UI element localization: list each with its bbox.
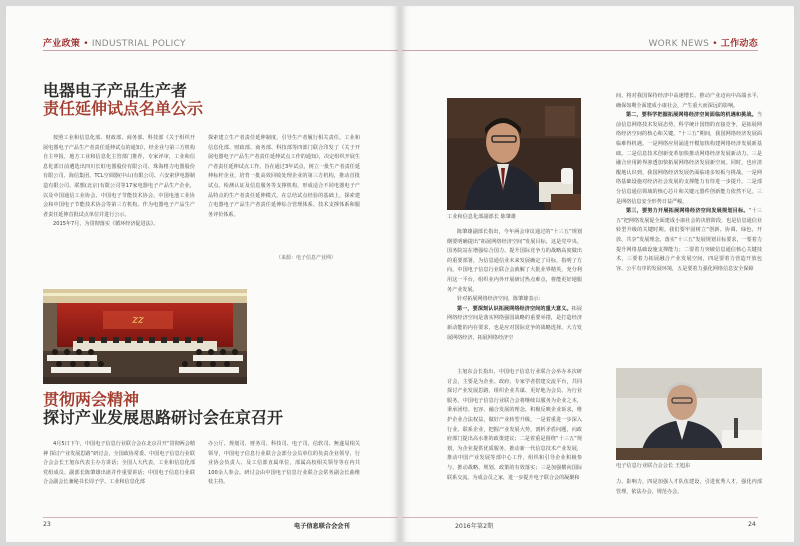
section-header-zh: 工作动态 [720, 39, 758, 49]
right-paragraph-heading: 第二，要科学把握拓展网络经济空间面临的机遇和挑战。 [626, 112, 757, 119]
article2-column2 [208, 440, 360, 488]
section-header-dot: • [712, 39, 718, 49]
article1-column2 [208, 134, 360, 220]
article2-title [43, 391, 283, 428]
article1-paragraph: 2015年7月，为贯彻落实《循环经济促进法》、 [53, 221, 159, 228]
right-paragraph [616, 111, 762, 207]
section-header-en: WORK NEWS [648, 39, 710, 49]
footer-rule [402, 517, 758, 518]
page-number-right: 24 [748, 521, 756, 528]
footer-rule [43, 517, 398, 518]
article1-paragraph: 探索建立生产者责任延伸制度，引导生产者履行相关责任，工业和信息化部、财政部、商务部、科技部等四部门联合印发了《关于开展电器电子产品生产者责任延伸试点工作的通知》，决定组织开展生产者责任延伸试点工作。旨在通过3年试点，树立一批生产者责任延伸标杆企业，培育一批高效回收处理企业的第三方机构，推动首批试点。检测认证及信息服务等支撑机构，形成适合不同电器电子产品特点的生产者责任延伸模式，在总结试点经验的基础上，探索建立电器电子产品生产者责任延伸综合管理体系、技术支撑体系和服务评价体系。 [208, 135, 360, 218]
left-page [6, 6, 398, 542]
article1-title-line2: 责任延伸试点名单公示 [43, 99, 204, 119]
article2-paragraph: 办公厅、规划司、财务司、科技司、电子司、信软司、無遂局相关领导，中国电子信息行业联合会部分会员单位的负责企业领导、行业协会负责人、及工信部直属单位，部属高校相关领导等在内共100余人参会。研讨会由中国电子信息行业联合会常务副会长曲维枝主持。 [208, 441, 360, 486]
right-page [402, 6, 794, 542]
photo-caption-chen: 工业和信息化部副部长 陈肇雄 [447, 214, 517, 220]
article1-column1 [43, 134, 195, 230]
article1-paragraph: 按照工业和信息化部、财政部、商务部、科技部《关于组织开展电器电子产品生产者责任延伸试点的通知》，经企业与第三方机构自主申报，地方工业和信息化主管部门推荐，专家评审，工业和信息化部日前遴选出四川长虹电器股份有限公司、珠海格力电器股份有限公司、海信集团、TCL空调器(中山)有限公司、六安索伊电器制造有限公司、联想(北京)有限公司等17家电器电子产品生产企业，以及中国通信工业协会、中国电子节能技术协会、中国电池工业协会和中国电子节能技术协会等第三方机构。作为电器电子产品生产者责任延伸首批试点单位并进行公示。 [43, 135, 195, 218]
portrait-photo-wang [616, 368, 762, 460]
section-header-zh: 产业政策 [43, 39, 81, 49]
section-header-industrial-policy [43, 36, 186, 49]
publication-name: 电子信息联合会会刊 [294, 523, 350, 530]
right-paragraph: 间，将对我国保持经济中高速增长、推动产业迈向中高端水平，确保如期全面建成小康社会，产生重大而深远的影响。 [616, 93, 762, 109]
right-paragraph: 主旭东会长指出，中国电子信息行业联合会举办本次研讨会，主要是为企业、政府、专家学者搭建交流平台，共同探讨产业发展思路，组织企业共谋、更好地为会员、为行业服务。中国电子信息行业联合会将继续以服务为企业之本，秉承团结、包容、融合发展的理念，积极反映企业诉求，维护企业合法权益，做好产业转型升级，一是着重进一步深入行业、联系企业，把握产业发展大势，剖析矛盾问题，向政府部门提出高水准的政策建议；二是着重是围绕“十三五”规划，为企业提供优质服务，推动新一代信息技术产业发展，推动中国产业发展等部中心工作，组织和引导企业积极参与，推动战略、规划、政策的有效落实；三是加强横向国际联系交流，为成会员之家，进一步提升电子联合会的凝聚和 [447, 369, 582, 481]
right-paragraph-heading: 第三，要努力开展拓展网络经济空间发展规划目标。 [626, 208, 749, 215]
issue-label: 2016年第2期 [455, 523, 494, 530]
article2-title-line1: 贯彻两会精神 [43, 390, 140, 409]
header-rule [43, 50, 398, 51]
portrait-photo-chen [447, 98, 581, 210]
header-rule [402, 50, 758, 51]
right-paragraph [616, 207, 762, 274]
conference-photo-image [43, 289, 247, 384]
section-header-en: INDUSTRIAL POLICY [91, 39, 186, 49]
article2-column1 [43, 440, 195, 488]
portrait-wang-image [616, 368, 762, 460]
right-paragraph-text: 当前信息网络技术发展态势，科学统计国情的直接竞争，是拓展网络经济空间的核心和关键。“十三五”期间，我国网络经济发展面临难得机遇。一是网络应用涌进开模加快构建网络经济发展新基础。二是信息技术创新变革加快推动网络经济发展新动力。三是融合应用跨界渗透加快拓展网络经济发展新空间。同时，也应清醒地认识到，我国网络经济发展仍面临诸多短板与挑战。一是网络基础设施对经济社会发展的支撑能力有待进一步提升。二是部分信息通信领域的核心芯片和关键元器件创新能力依然不足。三是网络信息安全形势日益严峻。 [616, 112, 762, 205]
right-paragraph: 力、影响力，四是加强人才队伍建设，引进优秀人才，强化内部管理，依法办会，规范办会。 [616, 479, 762, 495]
right-column1-top [447, 228, 582, 343]
article1-title-line1: 电器电子产品生产者 [43, 81, 188, 100]
right-paragraph: 针对拓展网络经济空间，陈肇雄表示： [457, 296, 544, 303]
right-column2-top [616, 92, 762, 274]
section-header-work-news [648, 36, 758, 49]
portrait-chen-image [447, 98, 581, 210]
article1-title [43, 82, 203, 119]
right-paragraph-text: 拓展网络经济空间是落实网络强国战略的重要举措，是打造经济新动能的内在要求，也是应对国际竞争的战略选择。大力发展网络经济，拓展网络经济空 [447, 305, 582, 341]
right-column1-bottom [447, 368, 582, 483]
article2-title-line2: 探讨产业发展思路研讨会在京召开 [43, 408, 284, 428]
right-paragraph-heading: 第一，要深刻认识拓展网络经济空间的重大意义。 [457, 305, 572, 312]
right-paragraph [447, 305, 582, 343]
section-header-dot: • [83, 39, 89, 49]
photo-caption-wang: 电子信息行业联合会会长 王旭东 [616, 463, 691, 469]
article2-paragraph: 4月5日下午，中国电子信息行业联合会在北京召开“贯彻两会精神 探讨产业发展思路”研讨会，全国政协常委、中国电子信息行业联合会会长王旭东代表主办方讲话；全国人大代表，工业和信息化部党组成员、副部长陈肇雄出席并作重要讲话；中国电子信息行业联合会副会长兼秘书长周子学、工业和信息化部 [43, 441, 195, 486]
article1-source: （来源：电子信息产业网） [276, 255, 337, 261]
conference-photo [43, 289, 247, 384]
right-paragraph-text: “十三五”把网络发展促全面建成小康社会的决胜阶段，也是信息通信业转型升级的关键时期。我们要牢固树立“创新、协调、绿色、开放、共享”发展理念，落实“十三五”发展规划目标要求，一要着力提升网络基础设施支撑能力；二要着力突破信息通信核心关键技术，三要着力拓展融合产业发展空间，四是要着力营造开放包容、公平有序的发展环境，五是要着力强化网络信息安全保障 [616, 208, 762, 272]
right-column2-bottom [616, 478, 762, 497]
svg-text:zz: zz [132, 313, 144, 326]
page-number-left: 23 [43, 521, 51, 528]
right-paragraph: 陈肇雄副部长指出，今年两会审议通过的“十三五”规划纲要明确提出“拓展网络经济空间”发展目标，这是党中央、国务院站在增强综合国力、提升国际竞争力的战略高度做出的重要部署，为信息通信业未来发展确定了目标，指明了方向。中国电子信息行业联合会就解了大批业界精英，充分利用这一平台，组织业内外开展研讨热点难点，将能更好地服务产业发展。 [447, 229, 582, 293]
